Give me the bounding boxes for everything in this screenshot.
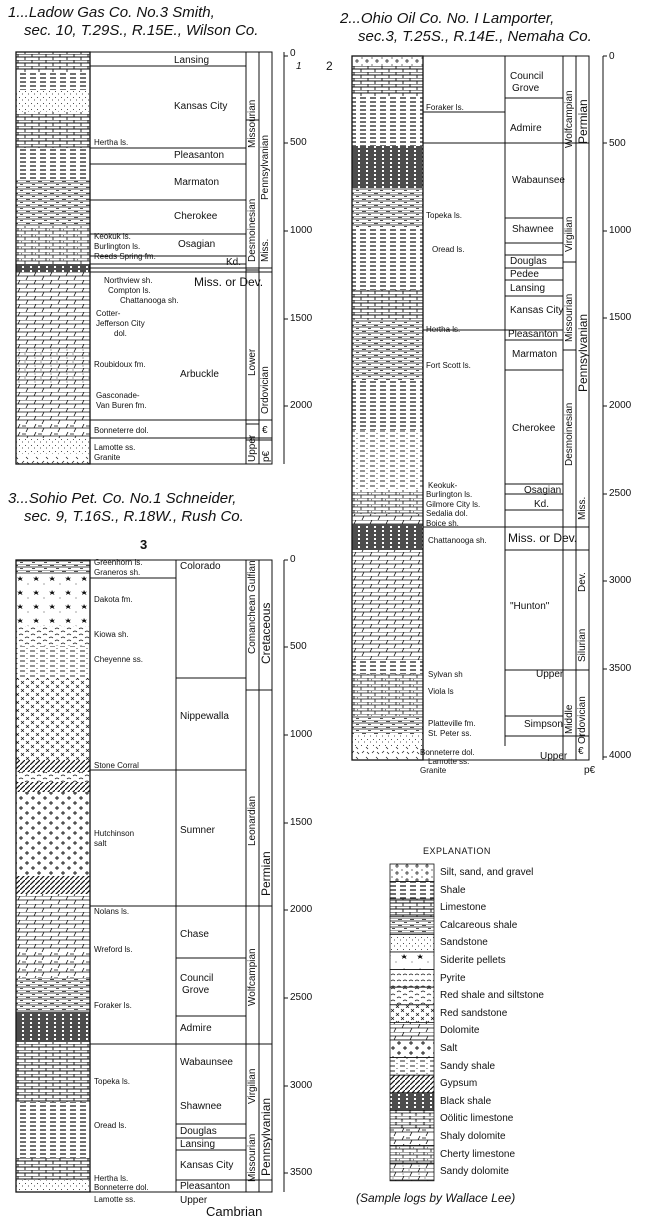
legend-title: EXPLANATION xyxy=(423,846,491,856)
log-1-side-granite: Granite xyxy=(94,453,121,462)
legend-label-sandy-dolomite: Sandy dolomite xyxy=(440,1166,509,1178)
log-1-column xyxy=(16,52,90,464)
log-3-v-cretaceous: Cretaceous xyxy=(259,602,273,664)
log-3-unit-colorado: Colorado xyxy=(180,561,221,572)
log-2-unit-kd: Kd. xyxy=(534,499,550,510)
legend-swatch-calc-shale xyxy=(390,917,434,935)
legend-label-calc-shale: Calcareous shale xyxy=(440,919,518,931)
log-1-title-line-1: 1...Ladow Gas Co. No.3 Smith, xyxy=(8,4,215,21)
log-3-side-graneros: Graneros sh. xyxy=(94,568,141,577)
log-3-side-topeka: Topeka ls. xyxy=(94,1077,131,1086)
log-2-number: 2 xyxy=(326,59,333,73)
log-1-v-ordovician: Ordovician xyxy=(260,366,271,414)
legend-swatch-cherty xyxy=(390,1146,434,1164)
legend-label-siderite: Siderite pellets xyxy=(440,955,506,966)
legend-swatch-sandy-shale xyxy=(390,1058,434,1076)
log-2-unit-douglas: Douglas xyxy=(510,256,547,267)
legend-label-sandstone: Sandstone xyxy=(440,937,488,949)
log-2-unit-miss-dev: Miss. or Dev. xyxy=(508,531,578,545)
log-1-side-lamotte: Lamotte ss. xyxy=(94,443,136,452)
log-2-side-viola: Viola ls xyxy=(428,687,454,696)
log-1-v-missourian: Missourian xyxy=(247,99,258,148)
log-1-side-burlington: Burlington ls. xyxy=(94,242,141,251)
log-2-side-chattanooga: Chattanooga sh. xyxy=(428,536,487,545)
legend-label-gravel: Silt, sand, and gravel xyxy=(440,867,534,878)
legend-swatch-sandstone xyxy=(390,934,434,952)
log-2-unit-hunton: "Hunton" xyxy=(510,601,550,612)
log-1-side-gasconade: Gasconade- xyxy=(96,391,140,400)
log-2-unit-cambrian: € xyxy=(578,746,584,757)
log-1-v-miss: Miss. xyxy=(260,238,271,262)
log-3-v-gulfian: Gulfian xyxy=(247,560,258,592)
log-3-depth-3500: 3500 xyxy=(290,1167,313,1178)
log-1-unit-arbuckle: Arbuckle xyxy=(180,369,219,380)
log-3-unit-kansas-city: Kansas City xyxy=(180,1160,234,1171)
log-2-side-fort-scott: Fort Scott ls. xyxy=(426,361,471,370)
log-1-unit-miss-dev: Miss. or Dev. xyxy=(194,275,264,289)
log-3-title-line-2: sec. 9, T.16S., R.18W., Rush Co. xyxy=(24,508,244,525)
log-3-unit-shawnee: Shawnee xyxy=(180,1101,222,1112)
log-1-side-northview: Northview sh. xyxy=(104,276,153,285)
log-1-side-chattanooga: Chattanooga sh. xyxy=(120,296,179,305)
log-2-depth-4000: 4000 xyxy=(609,750,632,761)
log-1-unit-pleasanton: Pleasanton xyxy=(174,150,225,161)
log-2-depth-1500: 1500 xyxy=(609,312,632,323)
log-1-depth-1000: 1000 xyxy=(290,225,313,236)
log-2-unit-wabaunsee: Wabaunsee xyxy=(512,175,565,186)
log-2-depth-500: 500 xyxy=(609,138,626,149)
log-2-side-keokuk: Keokuk- xyxy=(428,481,458,490)
log-1-unit-kansas-city: Kansas City xyxy=(174,101,228,112)
log-2-v-middle: Middle xyxy=(564,704,575,734)
log-2-depth-3500: 3500 xyxy=(609,663,632,674)
legend-swatch-dolomite xyxy=(390,1022,434,1040)
legend-label-salt: Salt xyxy=(440,1043,458,1054)
legend-label-red-shale: Red shale and siltstone xyxy=(440,990,544,1002)
figure-caption: (Sample logs by Wallace Lee) xyxy=(356,1191,516,1205)
log-1-v-desmoinesian: Desmoinesian xyxy=(247,198,258,262)
log-2-side-platteville: Platteville fm. xyxy=(428,719,476,728)
legend-label-dolomite: Dolomite xyxy=(440,1025,480,1037)
log-3-v-missourian: Missourian xyxy=(247,1133,258,1182)
log-2-depth-scale xyxy=(603,56,607,760)
log-3-unit-council: Council xyxy=(180,973,214,984)
log-3-v-wolfcampian: Wolfcampian xyxy=(247,948,258,1006)
log-1-side-van-buren: Van Buren fm. xyxy=(96,401,147,410)
legend-label-limestone: Limestone xyxy=(440,902,487,914)
log-2-title-line-2: sec.3, T.25S., R.14E., Nemaha Co. xyxy=(358,28,592,45)
log-3-side-foraker: Foraker ls. xyxy=(94,1001,132,1010)
log-2-unit-marmaton: Marmaton xyxy=(512,349,558,360)
log-1-side-keokuk: Keokuk ls. xyxy=(94,232,131,241)
legend-swatch-shale xyxy=(390,882,434,900)
log-2-unit-admire: Admire xyxy=(510,123,542,134)
log-1-side-jefferson-city: Jefferson City xyxy=(96,319,145,328)
log-3-unit-wabaunsee: Wabaunsee xyxy=(180,1057,233,1068)
log-1-depth-500: 500 xyxy=(290,137,307,148)
legend-label-shale: Shale xyxy=(440,884,466,896)
log-2-v-virgilian: Virgilian xyxy=(564,216,575,252)
log-2-v-silurian: Silurian xyxy=(577,628,588,662)
log-2-unit-pedee: Pedee xyxy=(510,269,539,280)
log-1-side-cotter: Cotter- xyxy=(96,309,121,318)
log-1-number: 1 xyxy=(296,61,302,72)
legend-swatch-oolitic xyxy=(390,1110,434,1128)
log-2-side-burlington: Burlington ls. xyxy=(426,490,473,499)
log-3-depth-0: 0 xyxy=(290,554,296,565)
log-3-side-wreford: Wreford ls. xyxy=(94,945,133,954)
log-2-side-boice: Boice sh. xyxy=(426,519,459,528)
legend-label-oolitic: Oölitic limestone xyxy=(440,1113,514,1125)
legend-swatch-salt xyxy=(390,1040,434,1058)
log-2-unit-simpson: Simpson xyxy=(524,719,563,730)
legend-swatch-shaly-dolomite xyxy=(390,1128,434,1146)
legend-label-cherty: Cherty limestone xyxy=(440,1148,516,1160)
log-3-depth-scale xyxy=(284,560,288,1192)
legend-label-sandy-shale: Sandy shale xyxy=(440,1060,496,1072)
log-1-side-hertha: Hertha ls. xyxy=(94,138,129,147)
legend-swatch-red-shale xyxy=(390,987,434,1005)
legend-label-gypsum: Gypsum xyxy=(440,1078,478,1090)
log-1-depth-2000: 2000 xyxy=(290,400,313,411)
log-1-unit-lansing: Lansing xyxy=(174,55,210,66)
log-2-depth-3000: 3000 xyxy=(609,575,632,586)
legend-label-black-shale: Black shale xyxy=(440,1095,492,1107)
log-2-unit-upper-cam: Upper xyxy=(540,751,568,762)
log-1-side-dol: dol. xyxy=(114,329,127,338)
log-2-depth-1000: 1000 xyxy=(609,225,632,236)
legend-swatch-sandy-dolomite xyxy=(390,1163,434,1181)
log-2-side-sedalia: Sedalia dol. xyxy=(426,509,468,518)
log-3-unit-nippewalla: Nippewalla xyxy=(180,711,229,722)
log-2-v-missourian: Missourian xyxy=(564,293,575,342)
log-2-depth-2500: 2500 xyxy=(609,488,632,499)
legend-label-shaly-dolomite: Shaly dolomite xyxy=(440,1131,506,1142)
log-3-v-permian: Permian xyxy=(259,851,273,896)
log-2-side-topeka: Topeka ls. xyxy=(426,211,463,220)
log-2-side-st-peter: St. Peter ss. xyxy=(428,729,472,738)
log-2-v-desmoinesian: Desmoinesian xyxy=(564,402,575,466)
legend-swatch-siderite xyxy=(390,952,434,970)
log-3-unit-lansing: Lansing xyxy=(180,1139,216,1150)
log-2-v-dev: Dev. xyxy=(577,572,588,592)
log-3-depth-1500: 1500 xyxy=(290,817,313,828)
log-2-depth-2000: 2000 xyxy=(609,400,632,411)
log-3-unit-admire: Admire xyxy=(180,1023,212,1034)
log-2-v-wolfcampian: Wolfcampian xyxy=(564,90,575,148)
log-3-side-hertha: Hertha ls. xyxy=(94,1174,129,1183)
log-2-v-permian: Permian xyxy=(576,99,590,144)
log-3-depth-2500: 2500 xyxy=(290,992,313,1003)
legend-swatch-pyrite xyxy=(390,970,434,988)
log-2-title-line-1: 2...Ohio Oil Co. No. I Lamporter, xyxy=(340,10,555,27)
log-3-v-leonardian: Leonardian xyxy=(247,795,258,846)
log-3-unit-grove: Grove xyxy=(182,985,210,996)
log-2-side-gilmore-city: Gilmore City ls. xyxy=(426,500,481,509)
log-2-depth-0: 0 xyxy=(609,51,615,62)
log-3-depth-1000: 1000 xyxy=(290,729,313,740)
log-3-side-kiowa: Kiowa sh. xyxy=(94,630,129,639)
log-1-side-bonneterre: Bonneterre dol. xyxy=(94,426,149,435)
log-2-unit-kansas-city: Kansas City xyxy=(510,305,564,316)
log-3-title-line-1: 3...Sohio Pet. Co. No.1 Schneider, xyxy=(8,490,237,507)
log-3-unit-chase: Chase xyxy=(180,929,209,940)
log-2-unit-osagian: Osagian xyxy=(524,485,562,496)
log-1-v-upper: Upper xyxy=(247,434,258,462)
log-2-v-ordovician: Ordovician xyxy=(577,696,588,744)
log-1-unit-marmaton: Marmaton xyxy=(174,177,220,188)
log-3-side-dakota: Dakota fm. xyxy=(94,595,133,604)
log-2-side-hertha: Hertha ls. xyxy=(426,325,461,334)
log-3-side-nolans: Nolans ls. xyxy=(94,907,130,916)
log-2-side-sylvan: Sylvan sh xyxy=(428,670,463,679)
log-1-side-roubidoux: Roubidoux fm. xyxy=(94,360,146,369)
legend-swatch-gravel xyxy=(390,864,434,882)
log-3-number: 3 xyxy=(140,537,148,552)
log-3-column xyxy=(16,560,90,1192)
log-2-v-miss: Miss. xyxy=(577,496,588,520)
log-2-unit-upper-ord: Upper xyxy=(536,669,564,680)
log-1-depth-scale xyxy=(284,52,288,464)
log-1-side-compton: Compton ls. xyxy=(108,286,151,295)
log-3-side-greenhorn: Greenhorn ls. xyxy=(94,558,143,567)
log-2-side-foraker: Foraker ls. xyxy=(426,103,464,112)
log-3-v-comanchean: Comanchean xyxy=(247,594,258,654)
log-1-v-lower: Lower xyxy=(247,348,258,376)
log-3-side-cheyenne: Cheyenne ss. xyxy=(94,655,143,664)
log-3-side-oread: Oread ls. xyxy=(94,1121,127,1130)
legend-label-red-sandstone: Red sandstone xyxy=(440,1007,508,1019)
legend-swatch-gypsum xyxy=(390,1075,434,1093)
log-2-side-granite: Granite xyxy=(420,766,447,775)
log-2-unit-lansing: Lansing xyxy=(510,283,546,294)
log-3-side-stone-corral: Stone Corral xyxy=(94,761,139,770)
log-1-unit-kd: Kd. xyxy=(226,257,242,268)
legend-swatch-limestone xyxy=(390,899,434,917)
legend-label-pyrite: Pyrite xyxy=(440,972,466,984)
log-2-unit-shawnee: Shawnee xyxy=(512,224,554,235)
log-2-unit-council: Council xyxy=(510,71,544,82)
legend-swatch-red-sandstone xyxy=(390,1005,434,1023)
log-2-unit-grove: Grove xyxy=(512,83,540,94)
log-2-side-lamotte: Lamotte ss. xyxy=(428,757,470,766)
log-2-unit-cherokee: Cherokee xyxy=(512,423,556,434)
log-3-unit-cambrian: Cambrian xyxy=(206,1204,263,1219)
log-2-v-pennsylvanian: Pennsylvanian xyxy=(576,313,590,392)
log-1-unit-cherokee: Cherokee xyxy=(174,211,218,222)
log-3-side-salt: salt xyxy=(94,839,107,848)
log-1-depth-1500: 1500 xyxy=(290,313,313,324)
log-1-depth-0: 0 xyxy=(290,48,296,59)
log-1-title-line-2: sec. 10, T.29S., R.15E., Wilson Co. xyxy=(24,22,259,39)
log-1-side-reeds-spring: Reeds Spring fm. xyxy=(94,252,156,261)
log-3-unit-sumner: Sumner xyxy=(180,825,216,836)
legend-swatches xyxy=(390,864,434,1181)
log-1-v-pennsylvanian: Pennsylvanian xyxy=(260,134,271,200)
log-3-v-virgilian: Virgilian xyxy=(247,1068,258,1104)
log-3-unit-douglas: Douglas xyxy=(180,1126,217,1137)
log-3-side-lamotte: Lamotte ss. xyxy=(94,1195,136,1204)
log-1-unit-osagian: Osagian xyxy=(178,239,216,250)
log-2-unit-precambrian: p€ xyxy=(584,765,596,776)
log-3-depth-2000: 2000 xyxy=(290,904,313,915)
log-2-column xyxy=(352,56,423,760)
log-3-depth-500: 500 xyxy=(290,641,307,652)
log-3-side-bonneterre: Bonneterre dol. xyxy=(94,1183,149,1192)
log-2-side-oread: Oread ls. xyxy=(432,245,465,254)
legend-swatch-black-shale xyxy=(390,1093,434,1111)
log-3-side-hutchinson: Hutchinson xyxy=(94,829,135,838)
log-3-unit-upper: Upper xyxy=(180,1195,208,1206)
log-3-v-pennsylvanian: Pennsylvanian xyxy=(259,1097,273,1176)
log-2-side-bonneterre: Bonneterre dol. xyxy=(420,748,475,757)
log-2-unit-pleasanton: Pleasanton xyxy=(508,329,559,340)
log-3-depth-3000: 3000 xyxy=(290,1080,313,1091)
log-3-unit-pleasanton: Pleasanton xyxy=(180,1181,231,1192)
log-1-v-precambrian: p€ xyxy=(261,450,272,462)
log-1-v-cambrian: € xyxy=(262,425,268,436)
